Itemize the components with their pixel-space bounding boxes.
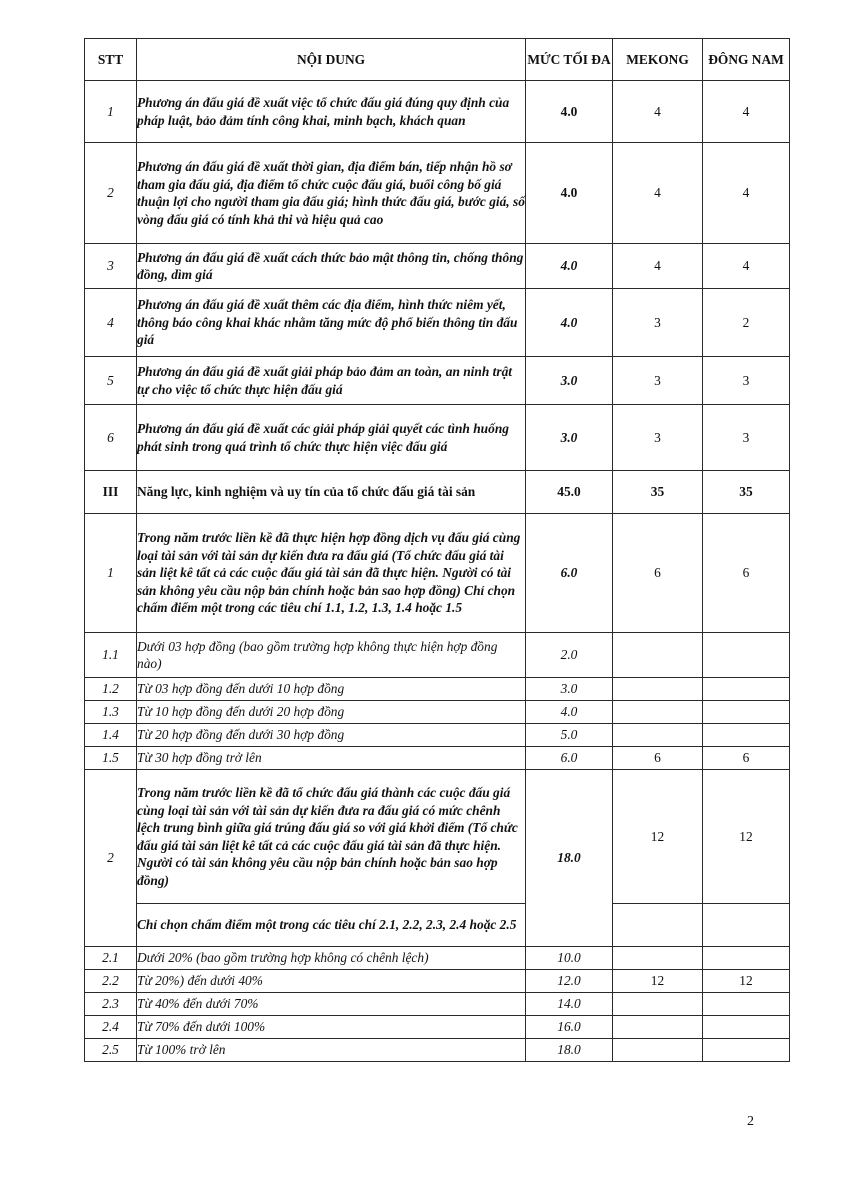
table-row xyxy=(85,724,790,747)
row-dong-nam-score: 12 xyxy=(703,770,790,904)
row-mekong-score: 6 xyxy=(613,747,703,770)
row-max-score: 4.0 xyxy=(526,143,613,244)
section-row xyxy=(85,471,790,514)
table-row xyxy=(85,904,790,947)
header-dong-nam: ĐÔNG NAM xyxy=(703,39,790,81)
row-mekong-score: 4 xyxy=(613,244,703,289)
table-row xyxy=(85,701,790,724)
row-stt: 1 xyxy=(85,514,137,633)
row-mekong-score: 12 xyxy=(613,970,703,993)
row-max-score: 3.0 xyxy=(526,678,613,701)
row-content: Dưới 03 hợp đồng (bao gồm trường hợp không thực hiện hợp đồng nào) xyxy=(137,633,526,678)
row-content: Từ 40% đến dưới 70% xyxy=(137,993,526,1016)
row-dong-nam-score xyxy=(703,633,790,678)
table-row xyxy=(85,514,790,633)
row-stt: 2.5 xyxy=(85,1039,137,1062)
row-dong-nam-score: 3 xyxy=(703,405,790,471)
row-dong-nam-score: 6 xyxy=(703,514,790,633)
row-stt: 1 xyxy=(85,81,137,143)
row-stt: 6 xyxy=(85,405,137,471)
row-mekong-score xyxy=(613,678,703,701)
section-max-score: 45.0 xyxy=(526,471,613,514)
table-row xyxy=(85,143,790,244)
table-row xyxy=(85,289,790,357)
row-mekong-score xyxy=(613,993,703,1016)
table-row xyxy=(85,970,790,993)
row-content: Phương án đấu giá đề xuất thời gian, địa điểm bán, tiếp nhận hồ sơ tham gia đấu giá, địa điểm tổ chức cuộc đấu giá, buổi công bố giá thuận lợi cho người tham gia đấu giá; hình thức đấu giá, bước giá, số vòng đấu giá có tính khả thi và hiệu quả cao xyxy=(137,143,526,244)
section-dong-nam-score: 35 xyxy=(703,471,790,514)
table-row xyxy=(85,81,790,143)
row-max-score: 2.0 xyxy=(526,633,613,678)
row-content: Từ 30 hợp đồng trở lên xyxy=(137,747,526,770)
row-dong-nam-score: 4 xyxy=(703,81,790,143)
row-mekong-score: 12 xyxy=(613,770,703,904)
header-mekong: MEKONG xyxy=(613,39,703,81)
row-max-score: 10.0 xyxy=(526,947,613,970)
row-max-score: 4.0 xyxy=(526,81,613,143)
row-mekong-score: 3 xyxy=(613,357,703,405)
row-max-score: 4.0 xyxy=(526,289,613,357)
row-dong-nam-score-empty xyxy=(703,904,790,947)
scoring-table xyxy=(84,38,790,1062)
row-max-score: 16.0 xyxy=(526,1016,613,1039)
row-max-score: 6.0 xyxy=(526,747,613,770)
row-max-score: 6.0 xyxy=(526,514,613,633)
row-mekong-score: 4 xyxy=(613,81,703,143)
row-max-score: 3.0 xyxy=(526,357,613,405)
row-stt: 4 xyxy=(85,289,137,357)
row-content: Dưới 20% (bao gồm trường hợp không có chênh lệch) xyxy=(137,947,526,970)
row-content: Trong năm trước liền kề đã tổ chức đấu giá thành các cuộc đấu giá cùng loại tài sản với tài sản dự kiến đưa ra đấu giá có mức chênh lệch trung bình giữa giá trúng đấu giá so với giá khởi điểm (Tổ chức đấu giá tài sản liệt kê tất cả các cuộc đấu giá tài sản đã thực hiện. Người có tài sản không yêu cầu nộp bản chính hoặc bản sao hợp đồng) xyxy=(137,770,526,904)
row-dong-nam-score xyxy=(703,993,790,1016)
row-content: Phương án đấu giá đề xuất các giải pháp giải quyết các tình huống phát sinh trong quá trình tổ chức thực hiện việc đấu giá xyxy=(137,405,526,471)
row-mekong-score xyxy=(613,947,703,970)
table-row xyxy=(85,1016,790,1039)
row-content: Từ 03 hợp đồng đến dưới 10 hợp đồng xyxy=(137,678,526,701)
row-dong-nam-score xyxy=(703,947,790,970)
table-row xyxy=(85,244,790,289)
row-dong-nam-score: 4 xyxy=(703,143,790,244)
row-dong-nam-score xyxy=(703,724,790,747)
row-stt: 1.5 xyxy=(85,747,137,770)
row-max-score: 12.0 xyxy=(526,970,613,993)
row-stt: 1.2 xyxy=(85,678,137,701)
row-max-score: 18.0 xyxy=(526,1039,613,1062)
row-max-score: 5.0 xyxy=(526,724,613,747)
section-title: Năng lực, kinh nghiệm và uy tín của tổ chức đấu giá tài sản xyxy=(137,471,526,514)
row-stt: 2 xyxy=(85,770,137,947)
row-content: Phương án đấu giá đề xuất thêm các địa điểm, hình thức niêm yết, thông báo công khai khác nhằm tăng mức độ phổ biến thông tin đấu giá xyxy=(137,289,526,357)
table-row xyxy=(85,747,790,770)
row-mekong-score xyxy=(613,724,703,747)
table-row xyxy=(85,405,790,471)
criteria-note: Chỉ chọn chấm điểm một trong các tiêu chí 2.1, 2.2, 2.3, 2.4 hoặc 2.5 xyxy=(137,904,526,947)
row-max-score: 3.0 xyxy=(526,405,613,471)
row-content: Từ 70% đến dưới 100% xyxy=(137,1016,526,1039)
row-dong-nam-score xyxy=(703,1016,790,1039)
row-stt: 2 xyxy=(85,143,137,244)
row-dong-nam-score: 6 xyxy=(703,747,790,770)
row-stt: 1.3 xyxy=(85,701,137,724)
header-content: NỘI DUNG xyxy=(137,39,526,81)
row-dong-nam-score xyxy=(703,701,790,724)
row-stt: 1.4 xyxy=(85,724,137,747)
row-content: Phương án đấu giá đề xuất cách thức bảo mật thông tin, chống thông đồng, dìm giá xyxy=(137,244,526,289)
row-mekong-score: 3 xyxy=(613,289,703,357)
row-stt: 2.1 xyxy=(85,947,137,970)
row-content: Từ 20 hợp đồng đến dưới 30 hợp đồng xyxy=(137,724,526,747)
row-mekong-score xyxy=(613,1039,703,1062)
row-dong-nam-score: 3 xyxy=(703,357,790,405)
table-row xyxy=(85,993,790,1016)
row-dong-nam-score: 2 xyxy=(703,289,790,357)
row-max-score: 4.0 xyxy=(526,244,613,289)
row-max-score: 4.0 xyxy=(526,701,613,724)
row-content: Từ 100% trở lên xyxy=(137,1039,526,1062)
row-mekong-score xyxy=(613,701,703,724)
page-number: 2 xyxy=(747,1114,754,1129)
table-row xyxy=(85,770,790,904)
row-content: Từ 20%) đến dưới 40% xyxy=(137,970,526,993)
header-max-score: MỨC TỐI ĐA xyxy=(526,39,613,81)
table-row xyxy=(85,678,790,701)
row-content: Từ 10 hợp đồng đến dưới 20 hợp đồng xyxy=(137,701,526,724)
row-content: Phương án đấu giá đề xuất việc tổ chức đấu giá đúng quy định của pháp luật, bảo đảm tính công khai, minh bạch, khách quan xyxy=(137,81,526,143)
row-stt: 3 xyxy=(85,244,137,289)
row-mekong-score xyxy=(613,633,703,678)
row-mekong-score: 6 xyxy=(613,514,703,633)
row-max-score: 18.0 xyxy=(526,770,613,947)
row-mekong-score-empty xyxy=(613,904,703,947)
header-stt: STT xyxy=(85,39,137,81)
row-dong-nam-score xyxy=(703,678,790,701)
row-max-score: 14.0 xyxy=(526,993,613,1016)
table-row xyxy=(85,357,790,405)
table-row xyxy=(85,1039,790,1062)
table-row xyxy=(85,947,790,970)
table-header-row xyxy=(85,39,790,81)
row-content: Phương án đấu giá đề xuất giải pháp bảo đảm an toàn, an ninh trật tự cho việc tổ chức thực hiện đấu giá xyxy=(137,357,526,405)
table-row xyxy=(85,633,790,678)
row-stt: 2.3 xyxy=(85,993,137,1016)
section-mekong-score: 35 xyxy=(613,471,703,514)
row-stt: 5 xyxy=(85,357,137,405)
row-mekong-score xyxy=(613,1016,703,1039)
row-stt: 2.4 xyxy=(85,1016,137,1039)
row-mekong-score: 4 xyxy=(613,143,703,244)
row-dong-nam-score: 12 xyxy=(703,970,790,993)
row-mekong-score: 3 xyxy=(613,405,703,471)
row-stt: 2.2 xyxy=(85,970,137,993)
section-number: III xyxy=(85,471,137,514)
row-content: Trong năm trước liền kề đã thực hiện hợp đồng dịch vụ đấu giá cùng loại tài sản với tài sản dự kiến đưa ra đấu giá (Tổ chức đấu giá tài sản liệt kê tất cả các cuộc đấu giá tài sản đã thực hiện. Người có tài sản không yêu cầu nộp bản chính hoặc bản sao hợp đồng) Chỉ chọn chấm điểm một trong các tiêu chí 1.1, 1.2, 1.3, 1.4 hoặc 1.5 xyxy=(137,514,526,633)
row-dong-nam-score: 4 xyxy=(703,244,790,289)
row-dong-nam-score xyxy=(703,1039,790,1062)
row-stt: 1.1 xyxy=(85,633,137,678)
